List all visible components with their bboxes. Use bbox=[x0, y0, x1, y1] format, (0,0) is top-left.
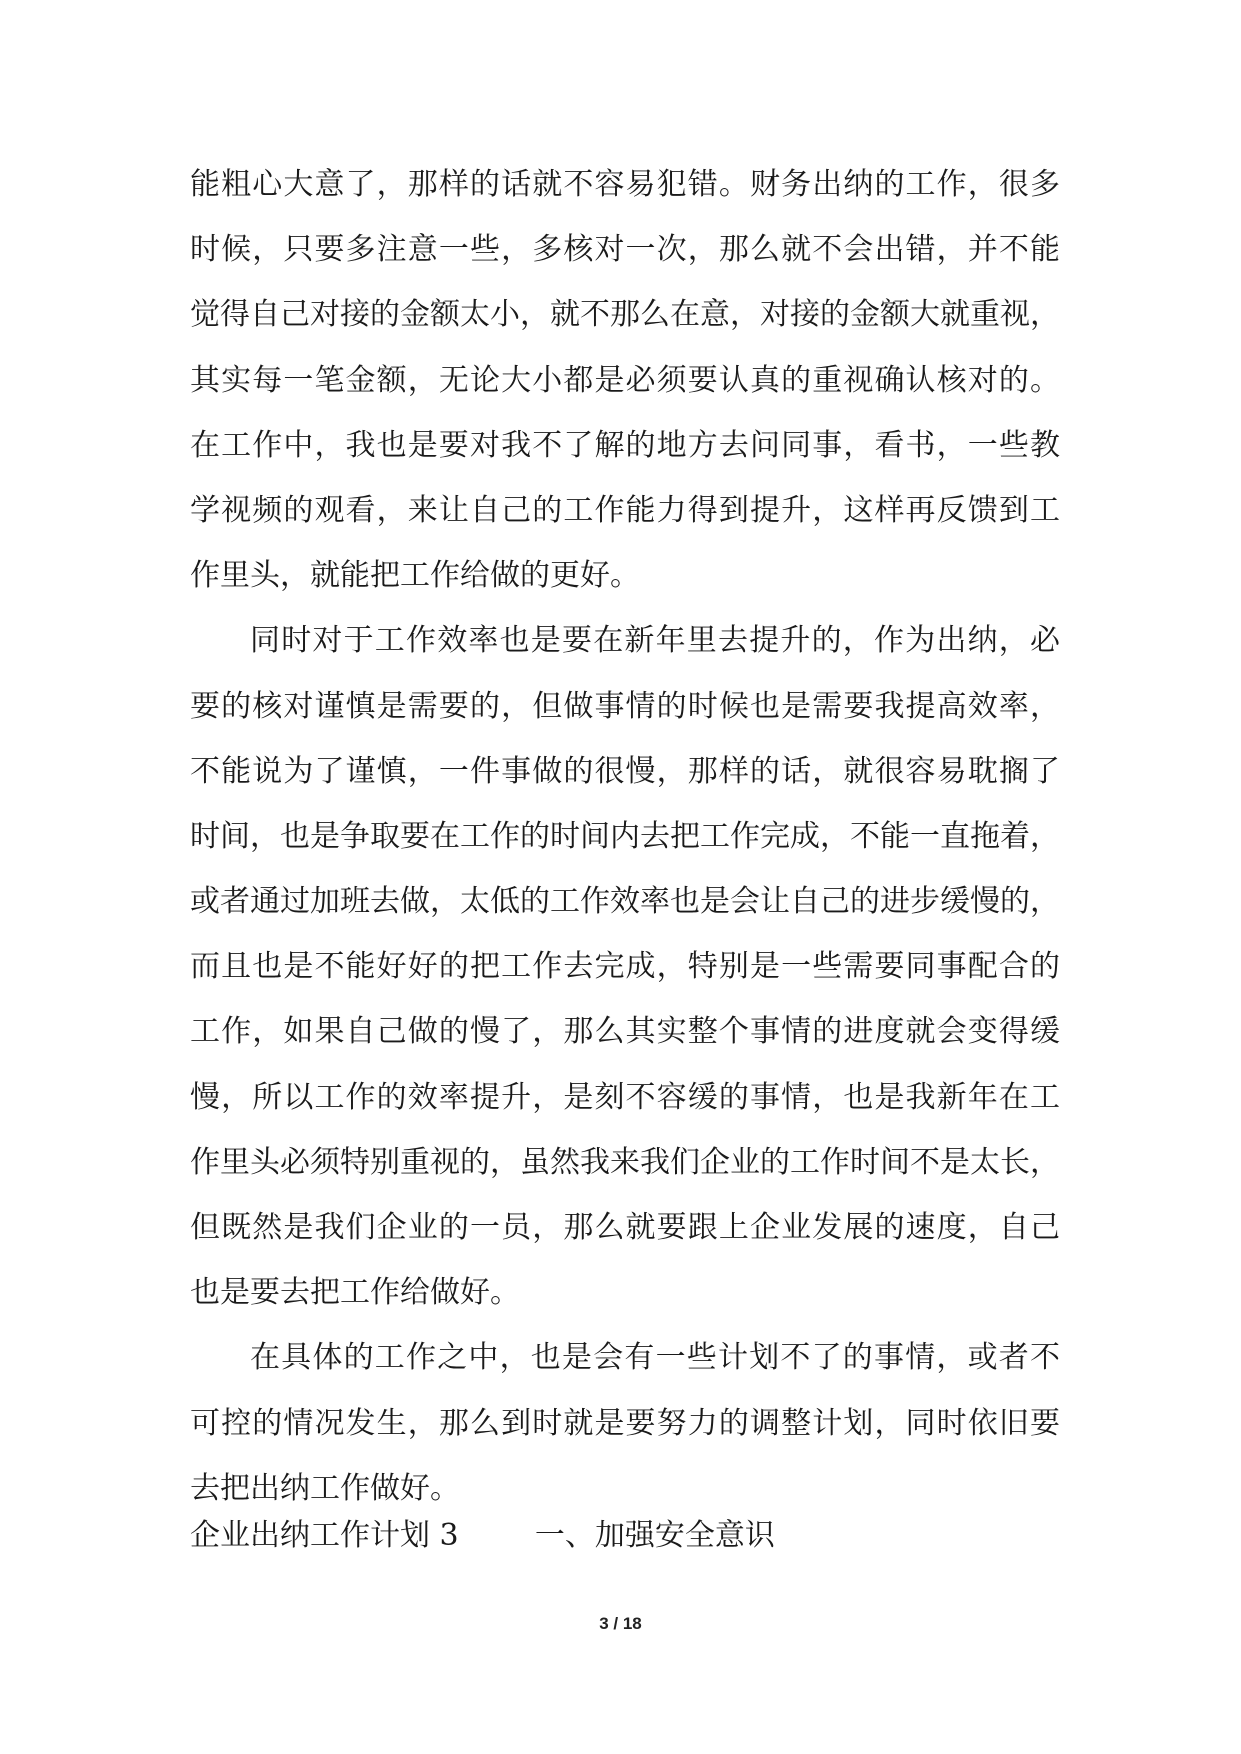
text-line: 工作，如果自己做的慢了，那么其实整个事情的进度就会变得缓 bbox=[190, 1014, 1060, 1050]
text-line: 不能说为了谨慎，一件事做的很慢，那样的话，就很容易耽搁了 bbox=[190, 753, 1060, 789]
text-line: 或者通过加班去做，太低的工作效率也是会让自己的进步缓慢的， bbox=[190, 884, 1060, 920]
text-line: 慢，所以工作的效率提升，是刻不容缓的事情，也是我新年在工 bbox=[190, 1079, 1060, 1115]
text-line: 而且也是不能好好的把工作去完成，特别是一些需要同事配合的 bbox=[190, 949, 1060, 985]
text-line: 要的核对谨慎是需要的，但做事情的时候也是需要我提高效率， bbox=[190, 688, 1060, 724]
page-number: 3 / 18 bbox=[599, 1614, 642, 1633]
text-line: 作里头，就能把工作给做的更好。 bbox=[190, 558, 640, 594]
text-line: 同时对于工作效率也是要在新年里去提升的，作为出纳，必 bbox=[250, 623, 1060, 659]
text-line: 在具体的工作之中，也是会有一些计划不了的事情，或者不 bbox=[250, 1340, 1060, 1376]
heading-title: 企业出纳工作计划 3 bbox=[190, 1518, 459, 1553]
text-line: 能粗心大意了，那样的话就不容易犯错。财务出纳的工作，很多 bbox=[190, 167, 1060, 202]
text-line: 去把出纳工作做好。 bbox=[190, 1470, 460, 1506]
text-line: 时候，只要多注意一些，多核对一次，那么就不会出错，并不能 bbox=[190, 232, 1060, 268]
text-line: 但既然是我们企业的一员，那么就要跟上企业发展的速度，自己 bbox=[190, 1210, 1060, 1245]
text-line: 觉得自己对接的金额太小，就不那么在意，对接的金额大就重视， bbox=[190, 297, 1060, 333]
section-heading bbox=[190, 1514, 775, 1558]
text-line: 可控的情况发生，那么到时就是要努力的调整计划，同时依旧要 bbox=[190, 1405, 1060, 1441]
text-line: 也是要去把工作给做好。 bbox=[190, 1275, 520, 1311]
text-line: 其实每一笔金额，无论大小都是必须要认真的重视确认核对的。 bbox=[190, 362, 1060, 398]
text-line: 时间，也是争取要在工作的时间内去把工作完成，不能一直拖着， bbox=[190, 818, 1060, 854]
heading-section: 一、加强安全意识 bbox=[534, 1518, 775, 1553]
text-line: 学视频的观看，来让自己的工作能力得到提升，这样再反馈到工 bbox=[190, 492, 1060, 528]
text-line: 作里头必须特别重视的，虽然我来我们企业的工作时间不是太长， bbox=[190, 1144, 1060, 1180]
text-line: 在工作中，我也是要对我不了解的地方去问同事，看书，一些教 bbox=[190, 427, 1060, 463]
body-text bbox=[190, 152, 1060, 1521]
